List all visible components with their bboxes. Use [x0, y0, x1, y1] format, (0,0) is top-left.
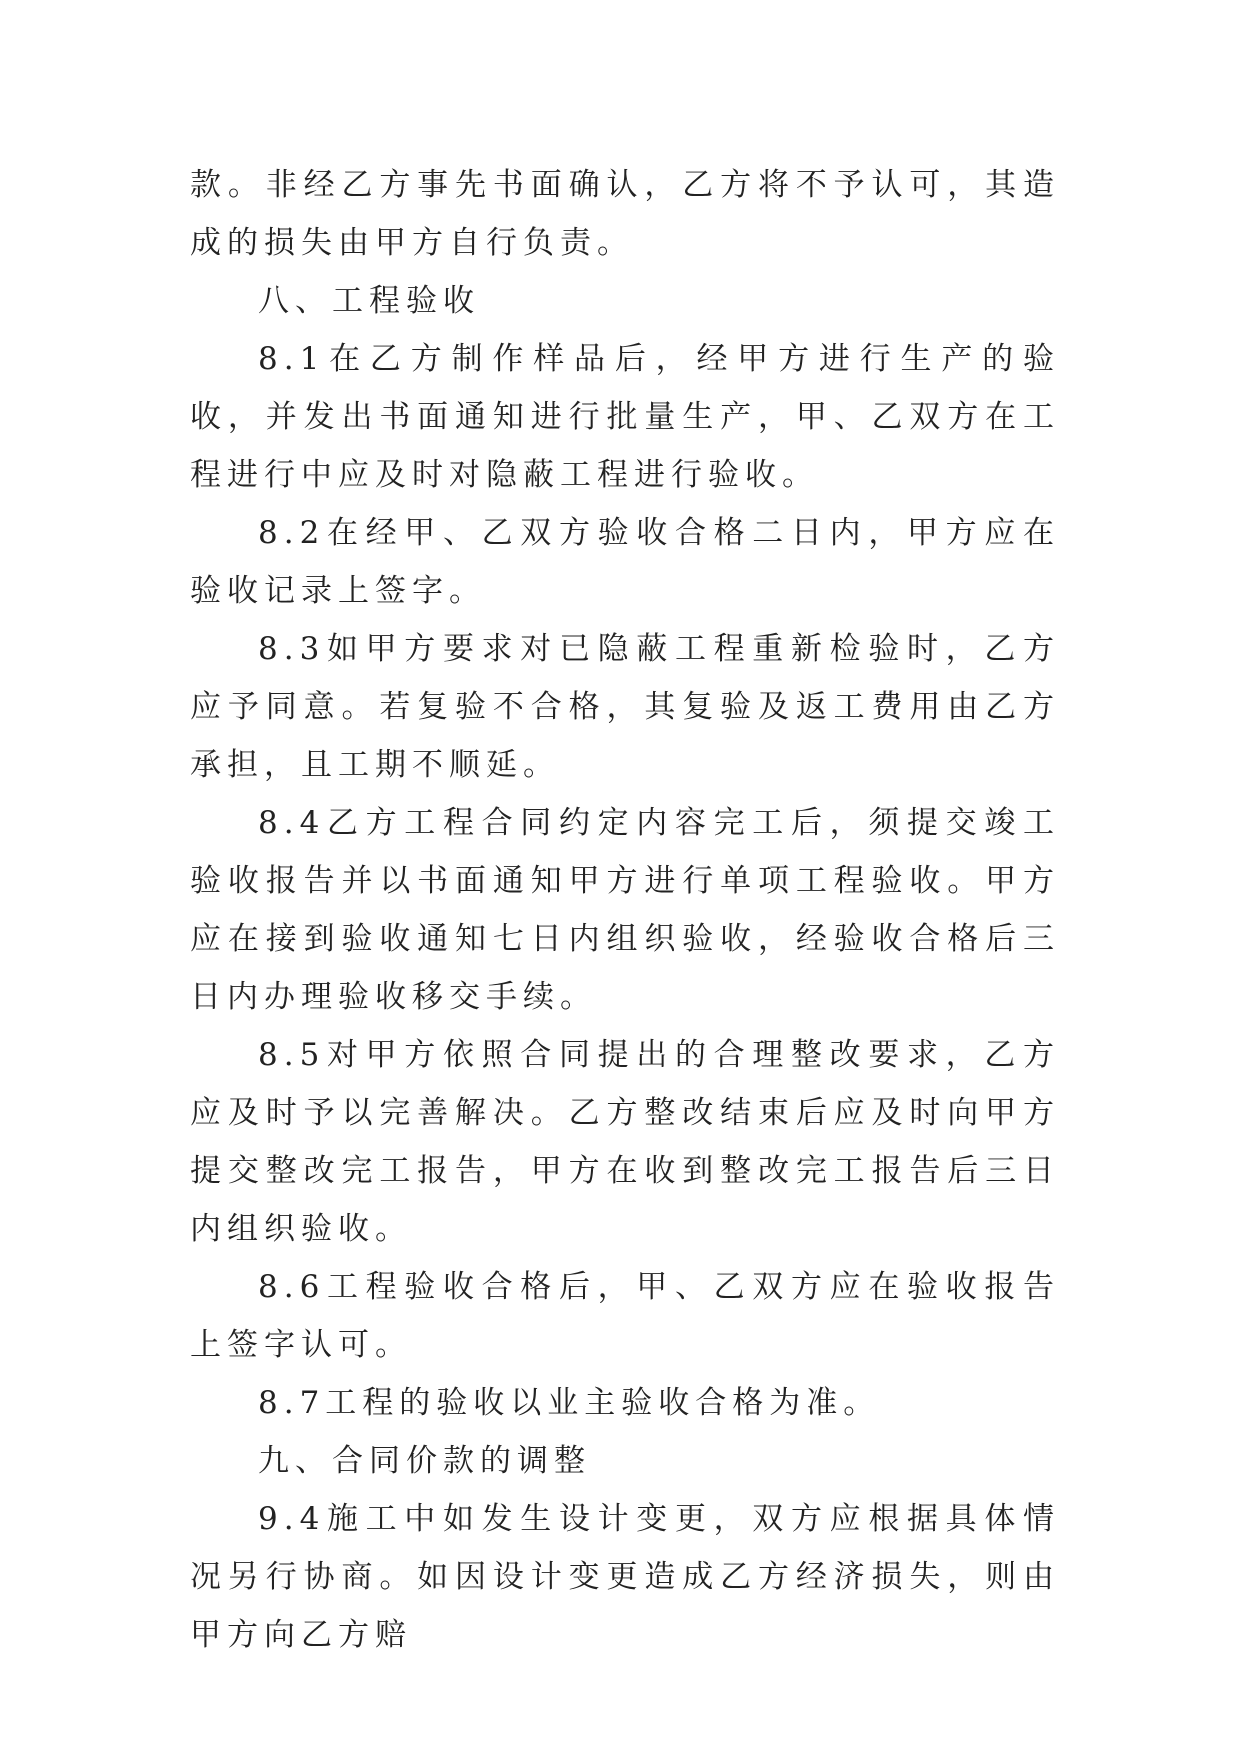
- clause-8-3: 8.3如甲方要求对已隐蔽工程重新检验时，乙方应予同意。若复验不合格，其复验及返工费用由乙方承担，且工期不顺延。: [190, 631, 1060, 783]
- clause-8-6: 8.6工程验收合格后，甲、乙双方应在验收报告上签字认可。: [190, 1269, 1060, 1363]
- document-body: [190, 156, 1060, 1664]
- clause-8-5: 8.5对甲方依照合同提出的合理整改要求，乙方应及时予以完善解决。乙方整改结束后应及时向甲方提交整改完工报告，甲方在收到整改完工报告后三日内组织验收。: [190, 1037, 1060, 1247]
- paragraph-continued: 款。非经乙方事先书面确认，乙方将不予认可，其造成的损失由甲方自行负责。: [190, 167, 1060, 261]
- clause-9-4: 9.4施工中如发生设计变更，双方应根据具体情况另行协商。如因设计变更造成乙方经济损失，则由甲方向乙方赔: [190, 1501, 1060, 1653]
- clause-8-7: 8.7工程的验收以业主验收合格为准。: [258, 1385, 881, 1421]
- clause-8-2: 8.2在经甲、乙双方验收合格二日内，甲方应在验收记录上签字。: [190, 515, 1060, 609]
- clause-8-4: 8.4乙方工程合同约定内容完工后，须提交竣工验收报告并以书面通知甲方进行单项工程验收。甲方应在接到验收通知七日内组织验收，经验收合格后三日内办理验收移交手续。: [190, 805, 1060, 1015]
- section-heading-9: 九、合同价款的调整: [258, 1443, 591, 1479]
- clause-8-1: 8.1在乙方制作样品后，经甲方进行生产的验收，并发出书面通知进行批量生产，甲、乙双方在工程进行中应及时对隐蔽工程进行验收。: [190, 341, 1060, 493]
- section-heading-8: 八、工程验收: [258, 283, 480, 319]
